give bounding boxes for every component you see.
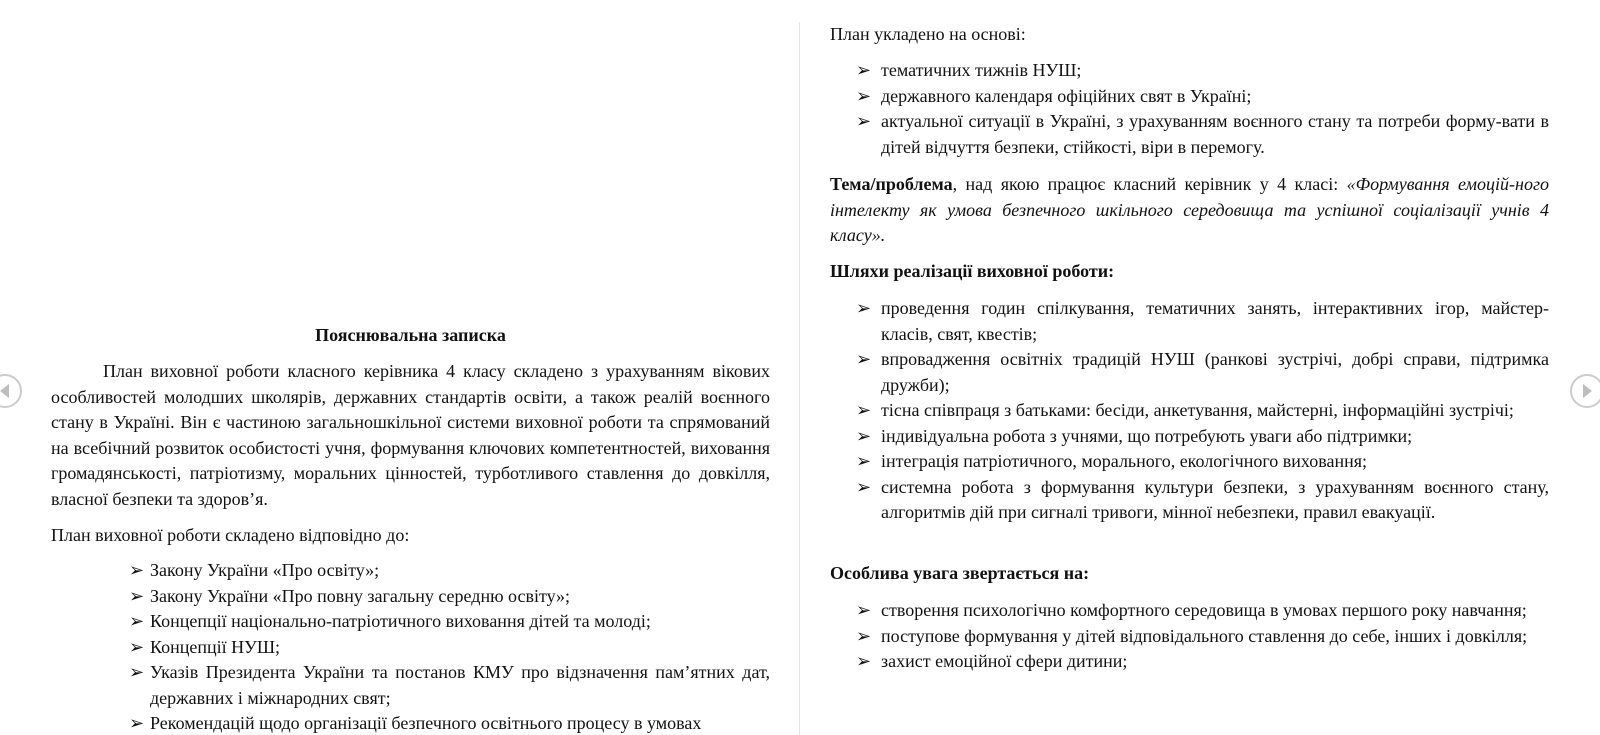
- ways-list: [830, 296, 1549, 526]
- according-label: План виховної роботи складено відповідно до:: [51, 525, 410, 545]
- arrow-bullet-icon: ➢: [129, 713, 145, 734]
- arrow-bullet-icon: ➢: [129, 585, 145, 607]
- list-item: ➢ захист емоційної сфери дитини;: [830, 649, 1549, 675]
- theme-quote: «Формування емоцій-ного інтелекту як умова безпечного шкільного середовища та успішної соціалізації учнів 4 класу».: [830, 174, 1549, 245]
- list-item: ➢ Концепції національно-патріотичного виховання дітей та молоді;: [51, 609, 770, 635]
- list-item: ➢ поступове формування у дітей відповідального ставлення до себе, інших і довкілля;: [830, 624, 1549, 650]
- list-item: ➢ створення психологічно комфортного середовища в умовах першого року навчання;: [830, 598, 1549, 624]
- list-item: ➢ Указів Президента України та постанов КМУ про відзначення пам’ятних дат, державних і міжнародних свят;: [129, 662, 770, 708]
- list-item: ➢ індивідуальна робота з учнями, що потребують уваги або підтримки;: [830, 424, 1549, 450]
- basis-list: [830, 58, 1549, 160]
- arrow-bullet-icon: ➢: [856, 85, 872, 107]
- basis-label: План укладено на основі:: [830, 24, 1026, 44]
- next-page-button[interactable]: [1570, 374, 1600, 408]
- arrow-bullet-icon: ➢: [856, 451, 872, 472]
- chevron-left-icon: [0, 382, 13, 400]
- arrow-bullet-icon: ➢: [856, 298, 872, 319]
- chevron-right-icon: [1579, 382, 1595, 400]
- arrow-bullet-icon: ➢: [856, 349, 872, 370]
- documents-list: [51, 558, 770, 735]
- arrow-bullet-icon: ➢: [129, 611, 145, 632]
- theme-text: , над якою працює класний керівник у 4 класі:: [952, 174, 1347, 194]
- list-item: ➢ системна робота з формування культури безпеки, з урахуванням воєнного стану, алгоритмів дій при сигналі тривоги, мінної небезпеки, правил евакуації.: [856, 476, 1549, 522]
- focus-title: Особлива увага звертається на:: [830, 563, 1090, 583]
- list-item: ➢ проведення годин спілкування, тематичних занять, інтерактивних ігор, майстер-класів, свят, квестів;: [856, 298, 1549, 344]
- list-item: ➢ Концепції НУШ;: [51, 635, 770, 661]
- list-item: ➢ Закону України «Про повну загальну середню освіту»;: [51, 584, 770, 610]
- list-item: ➢ впровадження освітніх традицій НУШ (ранкові зустрічі, добрі справи, підтримка дружби);: [856, 349, 1549, 395]
- list-item: ➢ інтеграція патріотичного, морального, екологічного виховання;: [830, 449, 1549, 475]
- arrow-bullet-icon: ➢: [856, 111, 872, 132]
- theme-label: Тема/проблема: [830, 174, 953, 194]
- arrow-bullet-icon: ➢: [856, 600, 872, 621]
- list-item: ➢ тематичних тижнів НУШ;: [830, 58, 1549, 84]
- arrow-bullet-icon: ➢: [129, 662, 145, 683]
- arrow-bullet-icon: ➢: [129, 636, 145, 658]
- arrow-bullet-icon: ➢: [856, 60, 872, 81]
- page-heading: Пояснювальна записка: [315, 325, 506, 345]
- list-item: ➢ актуальної ситуації в Україні, з урахуванням воєнного стану та потреби форму-вати в дітей відчуття безпеки, стійкості, віри в перемогу.: [856, 111, 1549, 157]
- arrow-bullet-icon: ➢: [856, 625, 872, 647]
- ways-title: Шляхи реалізації виховної роботи:: [830, 261, 1115, 281]
- list-item: ➢ Закону України «Про освіту»;: [51, 558, 770, 584]
- right-page: [830, 0, 1549, 735]
- left-page: [51, 0, 770, 735]
- list-item: ➢ тісна співпраця з батьками: бесіди, анкетування, майстерні, інформаційні зустрічі;: [830, 398, 1549, 424]
- previous-page-button[interactable]: [0, 374, 22, 408]
- list-item: ➢ державного календаря офіційних свят в Україні;: [830, 84, 1549, 110]
- arrow-bullet-icon: ➢: [856, 476, 872, 498]
- arrow-bullet-icon: ➢: [856, 425, 872, 447]
- arrow-bullet-icon: ➢: [129, 560, 145, 581]
- arrow-bullet-icon: ➢: [856, 400, 872, 421]
- list-item: ➢ Рекомендацій щодо організації безпечного освітнього процесу в умовах: [51, 711, 770, 735]
- focus-list: [830, 598, 1549, 675]
- intro-paragraph: План виховної роботи класного керівника 4 класу складено з урахуванням вікових особливостей молодших школярів, державних стандартів освіти, а також реалій воєнного стану в Україні. Він є частиною загальношкільної системи виховної роботи та спрямований на всебічний розвиток особистості учня, формування ключових компетентностей, виховання громадянськості, патріотизму, моральних цінностей, турботливого ставлення до довкілля, власної безпеки та здоров’я.: [51, 361, 770, 509]
- page-divider: [799, 22, 800, 735]
- theme-paragraph: [830, 172, 1549, 249]
- arrow-bullet-icon: ➢: [856, 651, 872, 672]
